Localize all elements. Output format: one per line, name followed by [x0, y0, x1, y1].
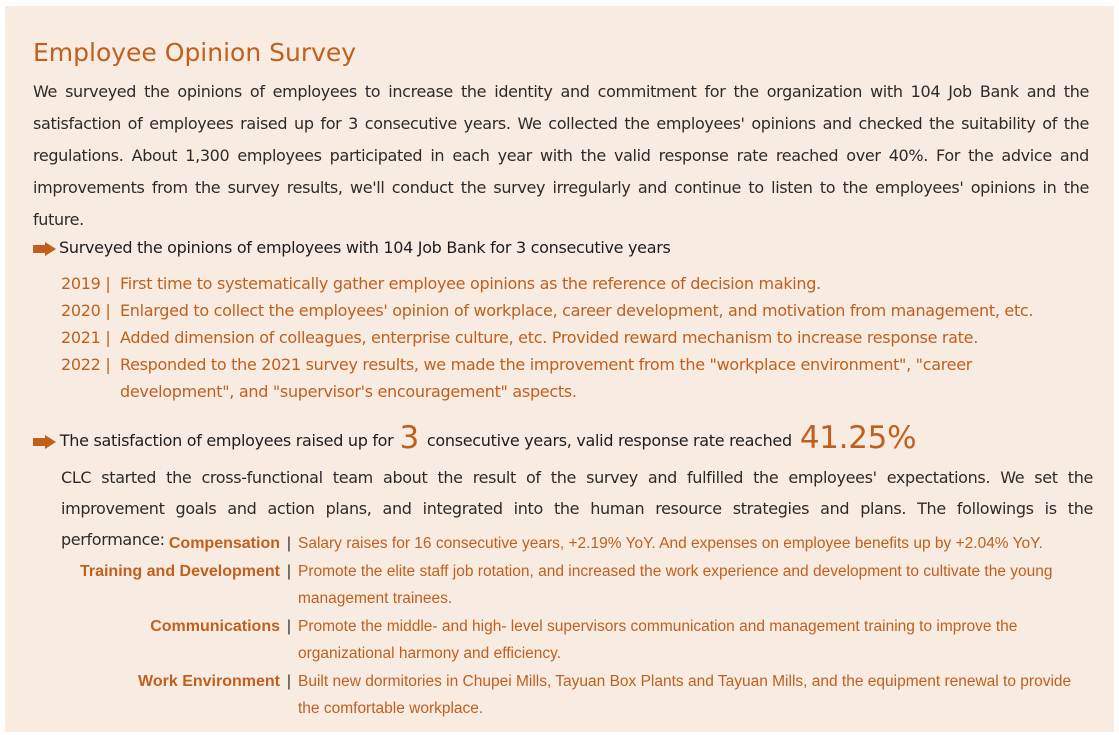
year-label: 2022 |: [61, 355, 111, 374]
survey-panel: [5, 6, 1114, 732]
year-item: [61, 270, 1081, 297]
separator: |: [286, 563, 292, 580]
performance-text: Promote the elite staff job rotation, and increased the work experience and development to cultivate the young management trainees.: [298, 563, 1053, 607]
performance-text: Promote the middle- and high- level supervisors communication and management training to improve the organizational harmony and efficiency.: [298, 618, 1018, 662]
page-title: Employee Opinion Survey: [33, 38, 357, 67]
section1-heading-text: Surveyed the opinions of employees with 104 Job Bank for 3 consecutive years: [59, 238, 671, 257]
year-list: [61, 270, 1081, 405]
year-label: 2020 |: [61, 301, 111, 320]
performance-item: [33, 668, 1093, 722]
section2-heading: [33, 420, 916, 456]
performance-label: Communications: [150, 618, 280, 635]
consecutive-years-value: 3: [399, 420, 419, 456]
separator: |: [286, 618, 292, 635]
arrow-right-icon: [33, 242, 55, 256]
section2-heading-part1: The satisfaction of employees raised up for: [59, 431, 394, 450]
performance-label: Training and Development: [79, 563, 280, 580]
separator: |: [286, 535, 292, 552]
performance-label: Work Environment: [138, 673, 280, 690]
performance-item: [33, 530, 1093, 557]
performance-item: [33, 613, 1093, 667]
year-text: Added dimension of colleagues, enterprise culture, etc. Provided reward mechanism to increase response rate.: [120, 328, 978, 347]
arrow-right-icon: [33, 435, 55, 449]
response-rate-value: 41.25%: [799, 420, 917, 456]
section1-heading: [33, 238, 671, 257]
year-text: First time to systematically gather employee opinions as the reference of decision making.: [120, 274, 821, 293]
year-item: [61, 324, 1081, 351]
year-label: 2019 |: [61, 274, 111, 293]
separator: |: [286, 673, 292, 690]
intro-paragraph: We surveyed the opinions of employees to increase the identity and commitment for the organization with 104 Job Bank and the satisfaction of employees raised up for 3 consecutive years. We collected the employees' opinions and checked the suitability of the regulations. About 1,300 employees participated in each year with the valid response rate reached over 40%. For the advice and improvements from the survey results, we'll conduct the survey irregularly and continue to listen to the employees' opinions in the future.: [33, 82, 1089, 229]
section2-heading-part2: consecutive years, valid response rate reached: [426, 431, 792, 450]
performance-item: [33, 558, 1093, 612]
year-text: Enlarged to collect the employees' opinion of workplace, career development, and motivation from management, etc.: [120, 301, 1034, 320]
year-item: [61, 297, 1081, 324]
performance-text: Built new dormitories in Chupei Mills, Tayuan Box Plants and Tayuan Mills, and the equipment renewal to provide the comfortable workplace.: [298, 673, 1072, 717]
performance-label: Compensation: [168, 535, 280, 552]
performance-text: Salary raises for 16 consecutive years, +2.19% YoY. And expenses on employee benefits up by +2.04% YoY.: [298, 535, 1043, 552]
year-item: [61, 351, 1081, 405]
section2-body: CLC started the cross-functional team about the result of the survey and fulfilled the employees' expectations. We set the improvement goals and action plans, and integrated into the human resource strategies and plans. The followings is the performance:: [61, 468, 1093, 549]
year-text: Responded to the 2021 survey results, we made the improvement from the "workplace environment", "career development", and "supervisor's encouragement" aspects.: [120, 355, 973, 401]
year-label: 2021 |: [61, 328, 111, 347]
performance-list: [33, 530, 1093, 722]
